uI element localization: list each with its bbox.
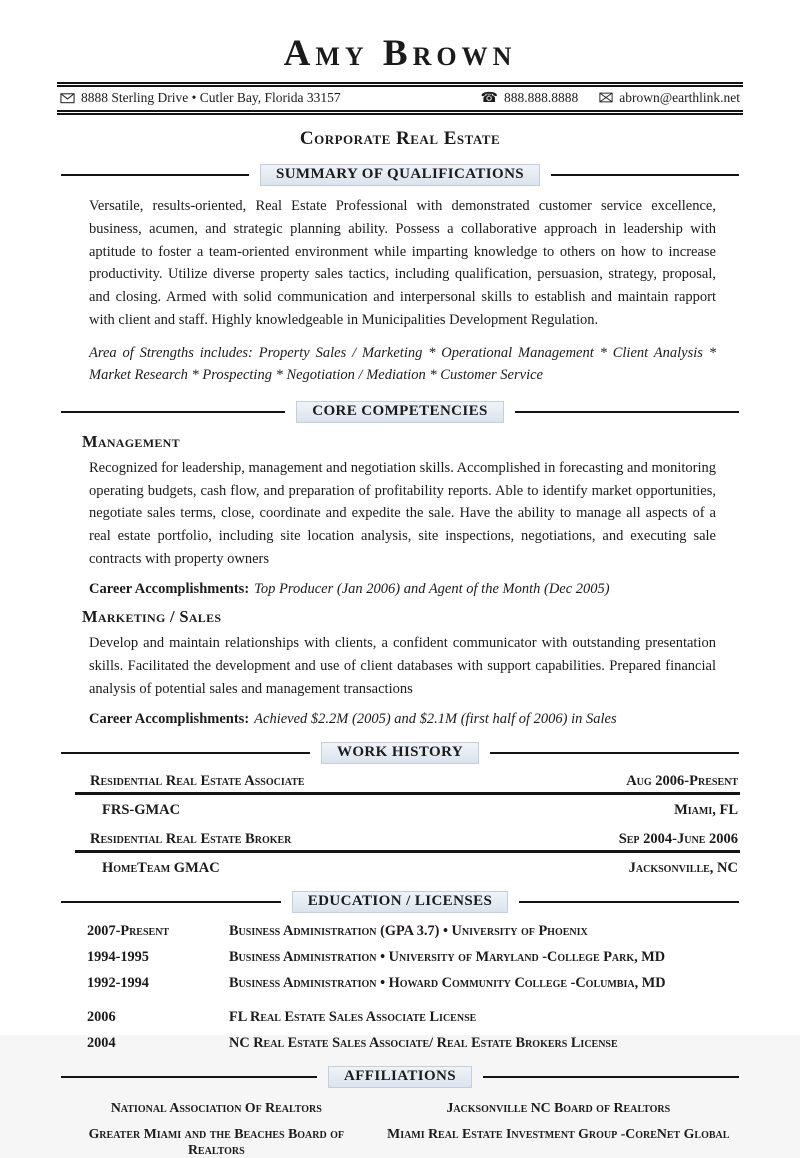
- education-row: [87, 923, 740, 940]
- management-paragraph: Recognized for leadership, management and negotiation skills. Accomplished in forecasting and monitoring operating budgets, cash flow, and preparation of profitability reports. Able to identify market opportunities, negotiate sales terms, close, coordinate and expedite the sale. Have the ability to manage all aspects of a real estate portfolio, including site location analysis, site inspections, negotiations, and executing sale contracts with property owners: [89, 459, 716, 568]
- strengths-line: Area of Strengths includes: Property Sales / Marketing * Operational Management * Client Analysis * Market Research * Prospecting * Negotiation / Mediation * Customer Service: [89, 345, 716, 383]
- job-entry: [75, 773, 740, 819]
- job-title-row: [75, 773, 740, 795]
- section-rule-right: [551, 174, 739, 176]
- education-year: 2007-Present: [87, 922, 170, 939]
- affiliation-item: Jacksonville NC Board of Realtors: [446, 1099, 671, 1115]
- section-rule-right: [519, 901, 739, 903]
- license-row: [87, 1009, 740, 1026]
- job-company-row: [75, 853, 740, 877]
- section-title-work-history: WORK HISTORY: [321, 742, 479, 764]
- phone-text: 888.888.8888: [503, 89, 579, 105]
- accomplishments-value: Top Producer (Jan 2006) and Agent of the Month (Dec 2005): [254, 581, 610, 598]
- section-title-affiliations: AFFILIATIONS: [328, 1066, 472, 1088]
- section-title-education: EDUCATION / LICENSES: [292, 891, 508, 913]
- job-title: Residential Real Estate Associate: [90, 772, 305, 789]
- education-text: Business Administration (GPA 3.7) • University of Phoenix: [229, 922, 588, 939]
- education-year: 1992-1994: [87, 974, 149, 991]
- phone-group: [481, 90, 579, 106]
- affiliation-item: Greater Miami and the Beaches Board of Realtors: [88, 1125, 345, 1157]
- education-list: [87, 923, 740, 1052]
- affiliations-grid: [59, 1100, 743, 1158]
- person-name: Amy Brown: [283, 33, 517, 74]
- section-rule-left: [61, 174, 249, 176]
- education-row: [87, 975, 740, 992]
- subsection-title-marketing-sales: Marketing / Sales: [82, 607, 222, 627]
- job-company: FRS-GMAC: [102, 801, 181, 818]
- contact-address-group: [60, 90, 341, 106]
- subsection-title-management: Management: [82, 431, 180, 451]
- section-rule-left: [61, 901, 281, 903]
- license-year: 2004: [87, 1034, 116, 1051]
- contact-bar: [57, 82, 743, 115]
- address-text: 8888 Sterling Drive • Cutler Bay, Florida 33157: [81, 89, 341, 105]
- job-title-row: [75, 831, 740, 853]
- section-header-work-history: [61, 742, 739, 764]
- affiliation-item: Miami Real Estate Investment Group -CoreNet Global: [387, 1125, 730, 1141]
- section-header-core-competencies: [61, 401, 739, 423]
- work-history-list: [75, 773, 740, 877]
- education-text: Business Administration • University of Maryland -College Park, MD: [229, 948, 666, 965]
- job-location: Miami, FL: [674, 801, 738, 818]
- accomplishments-label: Career Accomplishments:: [89, 710, 250, 727]
- license-text: FL Real Estate Sales Associate License: [229, 1008, 477, 1025]
- job-title: Residential Real Estate Broker: [90, 830, 292, 847]
- email-text: abrown@earthlink.net: [619, 89, 740, 105]
- section-rule-left: [61, 411, 285, 413]
- education-row: [87, 949, 740, 966]
- job-company: HomeTeam GMAC: [102, 859, 220, 876]
- phone-icon: ☎: [480, 89, 498, 106]
- section-header-education: [61, 891, 739, 913]
- document-title: Corporate Real Estate: [299, 127, 501, 149]
- marketing-paragraph: Develop and maintain relationships with clients, a confident communicator with outstanding presentation skills. Facilitated the development and use of client databases with support capabilities. Prepared financial analysis of potential sales and management transactions: [89, 635, 716, 697]
- contact-phone-email-group: [481, 90, 740, 106]
- accomplishments-value: Achieved $2.2M (2005) and $2.1M (first half of 2006) in Sales: [254, 710, 617, 727]
- license-text: NC Real Estate Sales Associate/ Real Estate Brokers License: [229, 1034, 618, 1051]
- job-dates: Sep 2004-June 2006: [618, 830, 738, 847]
- section-header-summary: [61, 164, 739, 186]
- email-icon: [599, 92, 613, 103]
- management-accomplishments: [89, 581, 716, 598]
- accomplishments-label: Career Accomplishments:: [89, 581, 250, 598]
- job-company-row: [75, 795, 740, 819]
- license-row: [87, 1035, 740, 1052]
- marketing-accomplishments: [89, 711, 716, 728]
- affiliation-item: National Association Of Realtors: [110, 1099, 322, 1115]
- education-text: Business Administration • Howard Community College -Columbia, MD: [229, 974, 666, 991]
- education-year: 1994-1995: [87, 948, 149, 965]
- section-header-affiliations: [61, 1066, 739, 1088]
- summary-paragraph: Versatile, results-oriented, Real Estate Professional with demonstrated customer service excellence, business, acumen, and strategic planning ability. Possess a collaborative approach in leadership with aptitude to foster a team-oriented environment while imparting knowledge to others on how to increase productivity. Utilize diverse property sales tactics, including qualification, persuasion, strategy, proposal, and closing. Armed with solid communication and interpersonal skills to establish and maintain rapport with client and staff. Highly knowledgeable in Municipalities Development Regulation.: [89, 197, 716, 329]
- job-dates: Aug 2006-Present: [626, 772, 738, 789]
- address-icon: [60, 92, 75, 104]
- section-title-summary: SUMMARY OF QUALIFICATIONS: [260, 164, 540, 186]
- section-title-core-competencies: CORE COMPETENCIES: [296, 401, 504, 423]
- section-rule-left: [61, 752, 310, 754]
- job-location: Jacksonville, NC: [628, 859, 738, 876]
- job-entry: [75, 831, 740, 877]
- license-year: 2006: [87, 1008, 116, 1025]
- email-group: [599, 90, 740, 106]
- section-rule-right: [490, 752, 739, 754]
- section-rule-left: [61, 1076, 317, 1078]
- section-rule-right: [483, 1076, 739, 1078]
- section-rule-right: [515, 411, 739, 413]
